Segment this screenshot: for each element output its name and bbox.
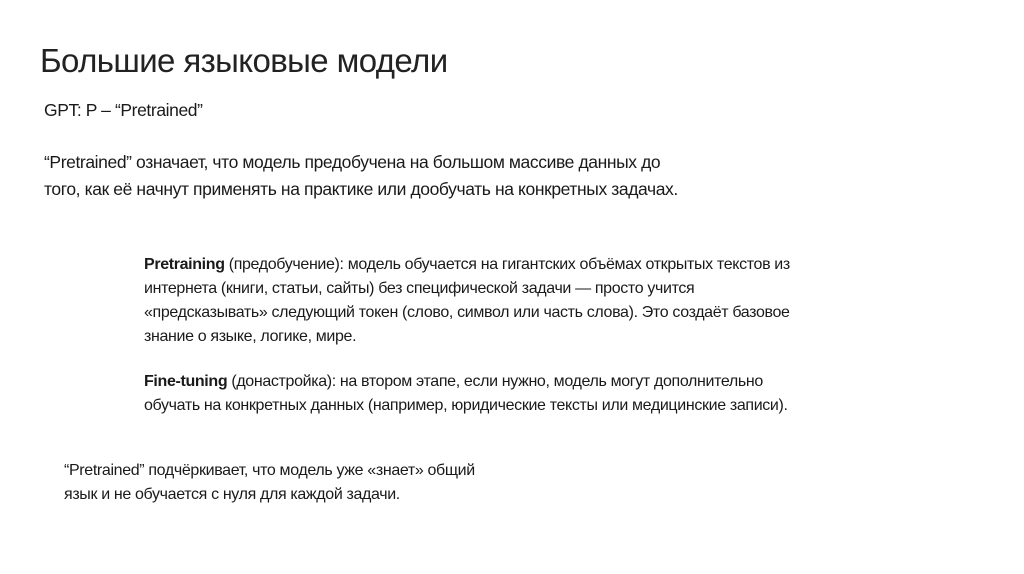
conclusion-line: “Pretrained” подчёркивает, что модель уже «знает» общий bbox=[64, 462, 475, 479]
pretraining-term: Pretraining bbox=[144, 256, 225, 273]
intro-line: “Pretrained” означает, что модель предобучена на большом массиве данных до bbox=[44, 152, 661, 172]
intro-line: того, как её начнут применять на практике или дообучать на конкретных задачах. bbox=[44, 179, 678, 199]
subtitle: GPT: P – “Pretrained” bbox=[44, 100, 203, 120]
finetuning-line bbox=[144, 373, 763, 391]
finetuning-text: (донастройка): на втором этапе, если нужно, модель могут дополнительно bbox=[227, 373, 763, 390]
finetuning-term: Fine-tuning bbox=[144, 373, 228, 390]
finetuning-line: обучать на конкретных данных (например, юридические тексты или медицинские записи). bbox=[144, 397, 788, 414]
conclusion-line: язык и не обучается с нуля для каждой задачи. bbox=[64, 486, 400, 503]
pretraining-line: «предсказывать» следующий токен (слово, символ или часть слова). Это создаёт базовое bbox=[144, 304, 790, 321]
pretraining-line: знание о языке, логике, мире. bbox=[144, 328, 357, 345]
pretraining-text: (предобучение): модель обучается на гигантских объёмах открытых текстов из bbox=[224, 256, 790, 273]
slide-title: Большие языковые модели bbox=[40, 42, 448, 79]
pretraining-line bbox=[144, 256, 790, 274]
pretraining-line: интернета (книги, статьи, сайты) без специфической задачи — просто учится bbox=[144, 280, 695, 297]
